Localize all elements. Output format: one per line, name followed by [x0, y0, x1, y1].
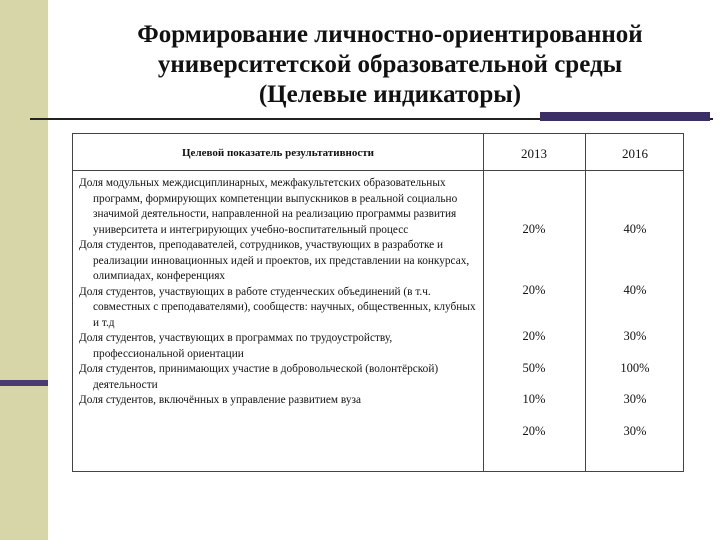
- column-divider: [483, 134, 484, 471]
- title-underline-accent: [540, 112, 710, 121]
- value-2013: 50%: [522, 361, 546, 375]
- title-line-2: университетской образовательной среды: [157, 51, 623, 78]
- indicator-text: Доля модульных междисциплинарных, межфакультетских образовательных программ, формирующих компетенции выпускников в реальной социально значимой деятельности, направленной на реализацию программы развития университета и интегрирующих учебно-воспитательный процесс: [79, 177, 458, 236]
- indicator-text: Доля студентов, преподавателей, сотрудников, участвующих в разработке и реализации инновационных идей и проектов, их представлении на конкурсах, олимпиадах, конференциях: [79, 239, 470, 282]
- value-2016: 30%: [623, 329, 647, 343]
- value-2016: 30%: [623, 392, 647, 406]
- header-year-2016: 2016: [622, 146, 648, 161]
- value-2013: 10%: [522, 392, 546, 406]
- value-2013: 20%: [522, 424, 546, 438]
- indicator-list: [79, 176, 477, 409]
- indicator-text: Доля студентов, участвующих в программах по трудоустройству, профессиональной ориентации: [79, 332, 393, 360]
- value-2016: 40%: [623, 222, 647, 236]
- value-2013: 20%: [522, 222, 546, 236]
- value-2013: 20%: [522, 283, 546, 297]
- header-divider: [73, 170, 683, 171]
- side-decor-bar: [0, 0, 48, 540]
- title-line-1: Формирование личностно-ориентированной: [137, 21, 643, 48]
- indicator-text: Доля студентов, участвующих в работе студенческих объединений (в т.ч. совместных с преподавателями), сообществ: научных, общественных, клубных и т.д: [79, 285, 476, 329]
- value-2016: 100%: [620, 361, 650, 375]
- slide-title: [70, 20, 710, 110]
- indicator-text: Доля студентов, включённых в управление развитием вуза: [79, 394, 361, 406]
- column-divider: [585, 134, 586, 471]
- value-2013: 20%: [522, 329, 546, 343]
- value-2016: 40%: [623, 283, 647, 297]
- value-2016: 30%: [623, 424, 647, 438]
- header-indicator: Целевой показатель результативности: [182, 147, 374, 159]
- indicators-table: [72, 133, 684, 472]
- indicator-text: Доля студентов, принимающих участие в добровольческой (волонтёрской) деятельности: [79, 363, 439, 391]
- title-line-3: (Целевые индикаторы): [258, 81, 522, 108]
- side-decor-accent: [0, 380, 48, 386]
- header-year-2013: 2013: [521, 146, 547, 161]
